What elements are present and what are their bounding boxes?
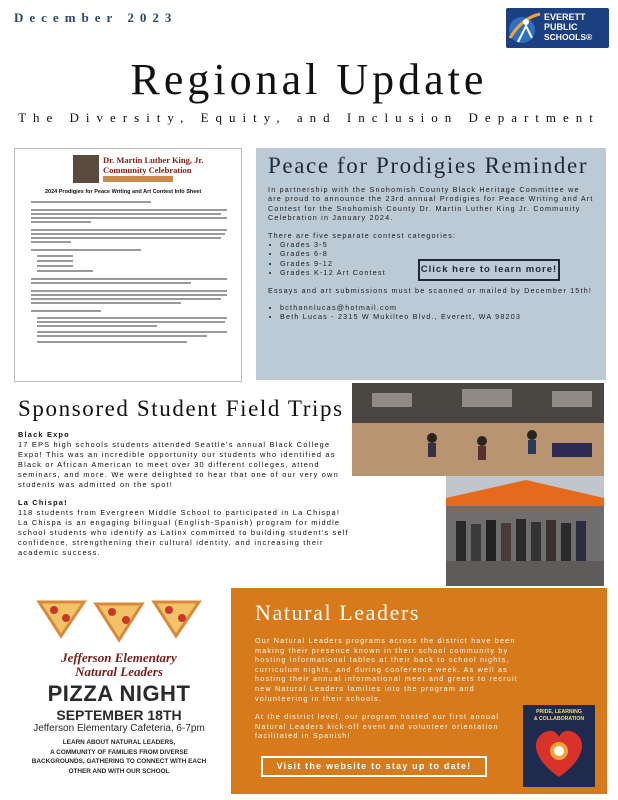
flyer-heading: 2024 Prodigies for Peace Writing and Art Contest Info Sheet (45, 189, 202, 195)
la-chispa-title: La Chispa! (18, 498, 68, 507)
heart-icon (523, 705, 595, 787)
flyer-text-line (37, 325, 157, 327)
pizza-program-name: Natural Leaders (75, 664, 163, 679)
flyer-text-line (31, 298, 221, 300)
flyer-text-line (31, 294, 227, 296)
contact-list (268, 303, 596, 322)
flyer-text-line (37, 341, 187, 343)
category-item: • Grades K-12 Art Contest (280, 268, 596, 277)
field-trips-heading: Sponsored Student Field Trips (18, 396, 344, 421)
contact-email[interactable]: • bcthannlucas@hotmail.com (280, 303, 596, 312)
flyer-text-line (37, 270, 93, 272)
pizza-night-location: Jefferson Elementary Cafeteria, 6-7pm (33, 723, 205, 734)
flyer-text-line (37, 255, 73, 257)
la-chispa-text: 118 students from Evergreen Middle School to participated in La Chispa! La Chispa is an engaging bilingual (English-Spanish) program for middle school students who identify as Latinx committed to building student's self confidence, strengthening their cultural identity, and increasing their academic success. (18, 508, 349, 557)
flyer-text-line (31, 229, 227, 231)
description-line: A COMMUNITY OF FAMILIES FROM DIVERSE (50, 748, 188, 756)
pizza-night-date: SEPTEMBER 18TH (56, 707, 182, 723)
newsletter-title: Regional Update (130, 55, 488, 104)
description-line: LEARN ABOUT NATURAL LEADERS, (62, 739, 176, 746)
flyer-mlk-subtitle: Community Celebration (103, 165, 192, 175)
peace-body (268, 185, 596, 322)
flyer-text-line (31, 209, 227, 211)
flyer-text-line (31, 237, 221, 239)
pride-learning-card (523, 705, 595, 787)
peace-for-prodigies-section (256, 148, 606, 380)
flyer-text-line (31, 249, 141, 251)
card-title-line: PRIDE, LEARNING (536, 709, 582, 715)
flyer-text-line (31, 290, 227, 292)
college-expo-photo (352, 383, 604, 476)
flyer-text-line (31, 282, 191, 284)
flyer-text-line (31, 241, 71, 243)
logo-text-everett: EVERETT (544, 12, 586, 22)
black-expo-title: Black Expo (18, 430, 70, 439)
flyer-text-line (37, 331, 227, 333)
flyer-text-line (31, 302, 181, 304)
natural-leaders-body (255, 636, 519, 741)
flyer-text-line (31, 233, 225, 235)
field-trips-body (18, 430, 352, 558)
mlk-contest-flyer[interactable] (14, 148, 242, 382)
flyer-text-line (37, 260, 73, 262)
description-line: BACKGROUNDS, GATHERING TO CONNECT WITH EACH (31, 758, 207, 765)
pizza-night-poster (14, 596, 224, 794)
flyer-text-line (31, 201, 151, 203)
flyer-mlk-title: Dr. Martin Luther King, Jr. (103, 155, 204, 165)
category-item: • Grades 6-8 (280, 249, 596, 258)
flyer-text-line (31, 217, 227, 219)
natural-leaders-paragraph: At the district level, our program hosted our first annual Natural Leaders kick-off event and volunteer orientation facilitated in Spanish! (255, 712, 500, 741)
flyer-banner (103, 176, 173, 182)
flyer-text-line (37, 317, 227, 319)
pizza-slices-icon (14, 596, 224, 656)
category-item: • Grades 3-5 (280, 240, 596, 249)
flyer-text-line (37, 265, 73, 267)
description-line: OTHER AND WITH OUR SCHOOL (68, 767, 170, 775)
department-subtitle: The Diversity, Equity, and Inclusion Department (18, 110, 600, 125)
learn-more-button[interactable]: Click here to learn more! (418, 259, 560, 281)
la-chispa-group-photo (446, 476, 604, 586)
logo-text-public: PUBLIC (544, 22, 578, 32)
submission-note: Essays and art submissions must be scanned or mailed by December 15th! (268, 285, 593, 295)
issue-date: December 2023 (14, 10, 178, 25)
visit-website-button[interactable]: Visit the website to stay up to date! (261, 756, 487, 777)
flyer-text-line (31, 213, 221, 215)
card-title-line: & COLLABORATION (533, 715, 585, 722)
pizza-night-description (14, 738, 224, 776)
flyer-text-line (31, 310, 101, 312)
categories-intro: There are five separate contest categories: (268, 230, 457, 240)
pizza-school-name: Jefferson Elementary (61, 650, 177, 665)
natural-leaders-heading: Natural Leaders (255, 600, 421, 625)
flyer-text-line (37, 335, 207, 337)
peace-intro: In partnership with the Snohomish County Black Heritage Committee we are proud to announce the 23rd annual Prodigies for Peace Writing and Art Contest for the Snohomish County Dr. Martin Luther King Jr. Community Celebration in January 2024. (268, 185, 594, 223)
natural-leaders-section (231, 588, 607, 794)
pizza-night-title: PIZZA NIGHT (47, 681, 191, 706)
natural-leaders-paragraph: Our Natural Leaders programs across the district have been making their presence known in their school community by hosting informational tables at their back to school nights, curriculum nights, and during conference week. As well as hosting their annual informational meet and greets to recruit new Natural Leaders families into the program and volunteering in their schools. (255, 636, 518, 703)
logo-text-schools: SCHOOLS® (544, 32, 593, 42)
flyer-text-line (31, 221, 91, 223)
category-item: • Grades 9-12 (280, 259, 596, 268)
black-expo-text: 17 EPS high schools students attended Seattle's annual Black College Expo! This was an incredible opportunity our students who identified as Black or African American to meet over 30 different colleges, attend seminars, and more. We were delighted to hear that one of our very own students was admitted on the spot! (18, 440, 339, 489)
contact-address: • Beth Lucas - 2315 W Mukilteo Blvd., Everett, WA 98203 (280, 312, 596, 321)
flyer-text-line (31, 278, 227, 280)
peace-heading: Peace for Prodigies Reminder (268, 153, 589, 178)
mlk-portrait-image (73, 155, 99, 183)
flyer-text-line (37, 321, 225, 323)
district-logo (506, 8, 609, 48)
